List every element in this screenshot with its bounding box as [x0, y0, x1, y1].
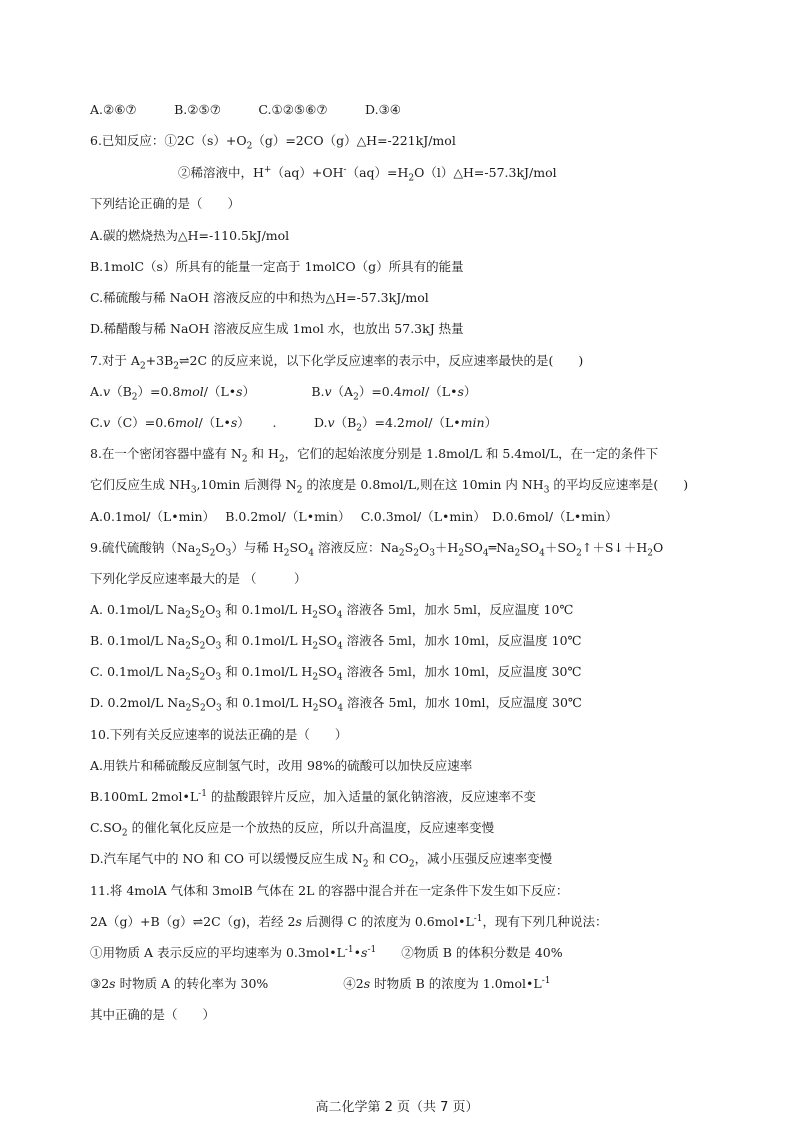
text-line-q9b: 下列化学反应速率最大的是 （ ） [90, 571, 307, 586]
page-footer: 高二化学第 2 页（共 7 页） [315, 1100, 479, 1115]
text-line-q6c: 下列结论正确的是（ ） [90, 196, 241, 211]
text-line-q11: 11.将 4molA 气体和 3molB 气体在 2L 的容器中混合并在一定条件下发生如下反应： [90, 883, 569, 898]
text-line-q9: 9.硫代硫酸钠$(Na_2S_2O_3)$与稀 $H_2SO_4$ 溶液反应：$Na_2S_2O_3+H_2SO_4═Na_2SO_4+SO_2↑+S↓+H_2O$ [90, 540, 664, 559]
text-line-q7A: $A.v(B_2)=0.8mol/(L•s)$ $B.v(A_2)=0.4mol/(L•s)$ [90, 384, 477, 403]
text-line-opts5: A.②⑥⑦ B.②⑤⑦ C.①②⑤⑥⑦ D.③④ [90, 102, 401, 117]
text-line-q8: 8.在一个密闭容器中盛有 $N_2$ 和 $H_2$，它们的起始浓度分别是 1.8mol/L 和 5.4mol/L，在一定的条件下 [90, 446, 659, 465]
text-line-q6: 6.已知反应：$①2C(s)+O_2(g)=2CO(g)\triangle H=-221kJ$/mol [90, 133, 456, 152]
text-line-q7: 7.对于 $A_2+3B_2\rightleftharpoons 2C$ 的反应来说，以下化学反应速率的表示中，反应速率最快的是( ) [90, 353, 584, 372]
text-line-q10: 10.下列有关反应速率的说法正确的是（ ） [90, 727, 348, 742]
text-line-q10C: $C.SO_2$ 的催化氧化反应是一个放热的反应，所以升高温度，反应速率变慢 [90, 820, 495, 839]
text-line-q9B: B. 0.1mol/L $Na_2S_2O_3$ 和 0.1mol/L $H_2SO_4$ 溶液各 5ml，加水 10ml，反应温度 10℃ [90, 633, 582, 652]
text-line-q9C: C. 0.1mol/L $Na_2S_2O_3$ 和 0.1mol/L $H_2SO_4$ 溶液各 5ml，加水 10ml，反应温度 30℃ [90, 664, 582, 683]
text-line-q6b: ②稀溶液中，$H^+(aq)+OH^-(aq)=H_2O(l)\triangle H=-57.3kJ$/mol [178, 164, 557, 184]
text-line-q11e: 其中正确的是（ ） [90, 1007, 216, 1022]
text-line-q11d: ③2s 时物质 A 的转化率为 30% ④2s 时物质 B 的浓度为 $1.0mol•L^{-1}$ [90, 975, 551, 991]
text-line-q6B: B.1molC（s）所具有的能量一定高于 1molCO（g）所具有的能量 [90, 259, 464, 274]
text-line-q11c: ①用物质 A 表示反应的平均速率为 $0.3mol•L^{-1}•s^{-1}$ ②物质 B 的体积分数是 40% [90, 944, 563, 960]
text-line-q9A: A. 0.1mol/L $Na_2S_2O_3$ 和 0.1mol/L $H_2SO_4$ 溶液各 5ml，加水 5ml，反应温度 10℃ [90, 602, 574, 621]
text-line-q8o: A.0.1mol/（L•min） B.0.2mol/（L•min） C.0.3mol/（L•min） D.0.6mol/（L•min） [90, 509, 618, 524]
text-line-q7C: C.v（C）=0.6mol/（L•s） . $D.v(B_2)=4.2mol/(L•\min)$ [90, 415, 498, 434]
text-line-q8b: 它们反应生成 $NH_3,10\min$ 后测得 $N_2$ 的浓度是 0.8mol/L,则在这 10min 内 $NH_3$ 的平均反应速率是( ) [90, 477, 689, 496]
text-line-q9D: D. 0.2mol/L $Na_2S_2O_3$ 和 0.1mol/L $H_2SO_4$ 溶液各 5ml，加水 10ml，反应温度 30℃ [90, 695, 582, 714]
text-line-q10B: B.100mL $2mol•L^{-1}$ 的盐酸跟锌片反应，加入适量的氯化钠溶液，反应速率不变 [90, 788, 536, 804]
text-line-q11b: 2A（g）+B（g）⇌2C（g)，若经 2s 后测得 C 的浓度为 $0.6mol•L^{-1}$，现有下列几种说法： [90, 913, 608, 929]
text-line-q6C: C.稀硫酸与稀 NaOH 溶液反应的中和热为△H=-57.3kJ/mol [90, 290, 429, 305]
text-line-q10A: A.用铁片和稀硫酸反应制氢气时，改用 98%的硫酸可以加快反应速率 [90, 758, 473, 773]
text-line-q10D: D.汽车尾气中的 NO 和 CO 可以缓慢反应生成 $N_2$ 和 $CO_2$，减小压强反应速率变慢 [90, 851, 553, 870]
text-line-q6A: A.碳的燃烧热为△H=-110.5kJ/mol [90, 228, 290, 243]
text-line-q6D: D.稀醋酸与稀 NaOH 溶液反应生成 1mol 水，也放出 57.3kJ 热量 [90, 321, 464, 336]
